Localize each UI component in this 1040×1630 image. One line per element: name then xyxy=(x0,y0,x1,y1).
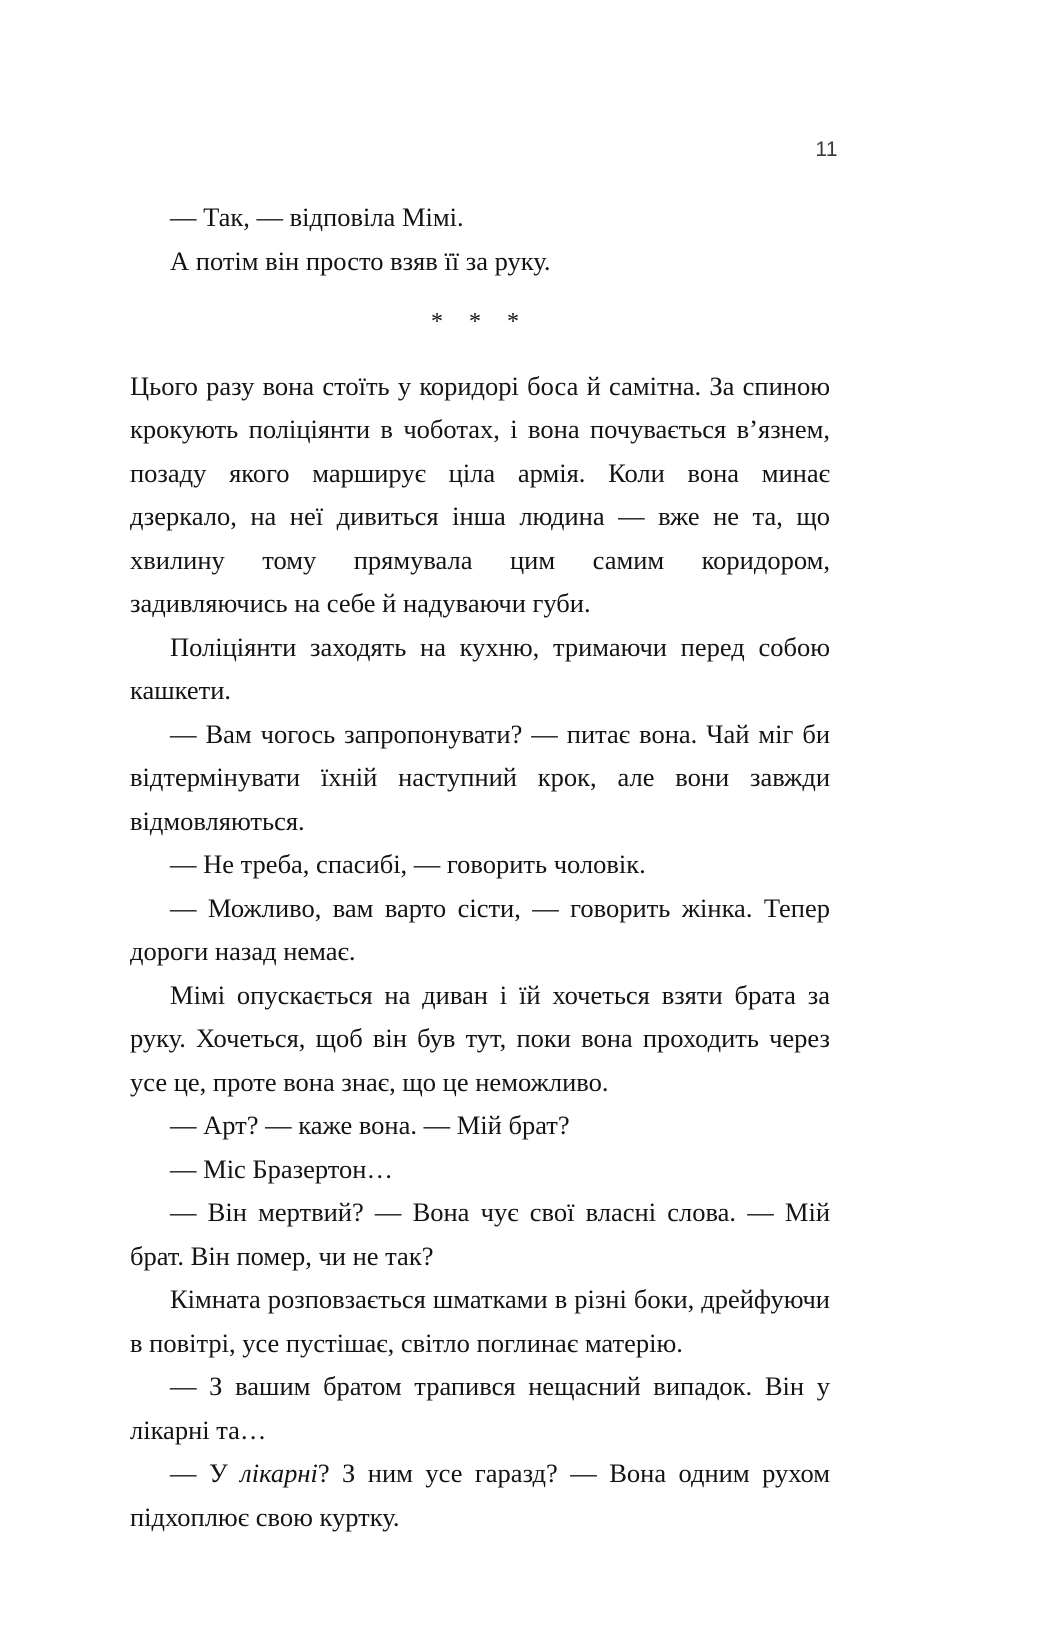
paragraph-dialogue-mozhlyvo-sisty: — Можливо, вам варто сісти, — говорить жінка. Тепер дороги назад немає. xyxy=(130,892,830,966)
paragraph-dialogue-neshchasnyy-vypadok: — З вашим братом трапився нещасний випадок. Він у лікарні та… xyxy=(130,1371,830,1445)
paragraph-dialogue-zaproponuvaty: — Вам чогось запропонувати? — питає вона. Чай міг би відтермінувати їхній наступний крок, але вони завжди відмовляються. xyxy=(130,718,830,836)
paragraph-dialogue-tak: — Так, — відповіла Мімі. xyxy=(170,202,464,232)
paragraph-dialogue-mis-brazerton: — Міс Бразертон… xyxy=(170,1153,393,1184)
paragraph-dialogue-art: — Арт? — каже вона. — Мій брат? xyxy=(170,1110,570,1140)
dialogue-suffix: ? З ним усе гаразд? — Вона одним рухом підхоплює свою куртку. xyxy=(130,1458,830,1532)
dialogue-prefix: — У xyxy=(170,1458,241,1488)
paragraph-dialogue-ne-treba: — Не треба, спасибі, — говорить чоловік. xyxy=(170,849,646,879)
paragraph-dialogue-vin-mertvyy: — Він мертвий? — Вона чує свої власні слова. — Мій брат. Він помер, чи не так? xyxy=(130,1197,830,1271)
page-number: 11 xyxy=(815,138,838,161)
paragraph-narration-policiyanty-kukhnya: Поліціянти заходять на кухню, тримаючи перед собою кашкети. xyxy=(130,631,830,705)
emphasis-likarni: лікарні xyxy=(240,1458,318,1488)
paragraph-narration-vzyav-za-ruku: А потім він просто взяв її за руку. xyxy=(170,245,551,276)
paragraph-narration-kimnata-rozpovzayetsya: Кімната розповзається шматками в різні боки, дрейфуючи в повітрі, усе пустішає, світло поглинає матерію. xyxy=(130,1284,830,1358)
text-block xyxy=(130,196,830,1539)
scene-divider: * * * xyxy=(431,309,529,335)
paragraph-dialogue-u-likarni xyxy=(130,1452,830,1539)
paragraph-narration-koridor: Цього разу вона стоїть у коридорі боса й самітна. За спиною крокують поліціянти в чоботах, і вона почувається в’язнем, позаду якого марширує ціла армія. Коли вона минає дзеркало, на неї дивиться інша людина — вже не та, що хвилину тому прямувала цим самим коридором, задивляючись на себе й надуваючи губи. xyxy=(130,370,830,618)
paragraph-narration-mimi-dyvan: Мімі опускається на диван і їй хочеться взяти брата за руку. Хочеться, щоб він був тут, поки вона проходить через усе це, проте вона знає, що це неможливо. xyxy=(130,979,830,1097)
